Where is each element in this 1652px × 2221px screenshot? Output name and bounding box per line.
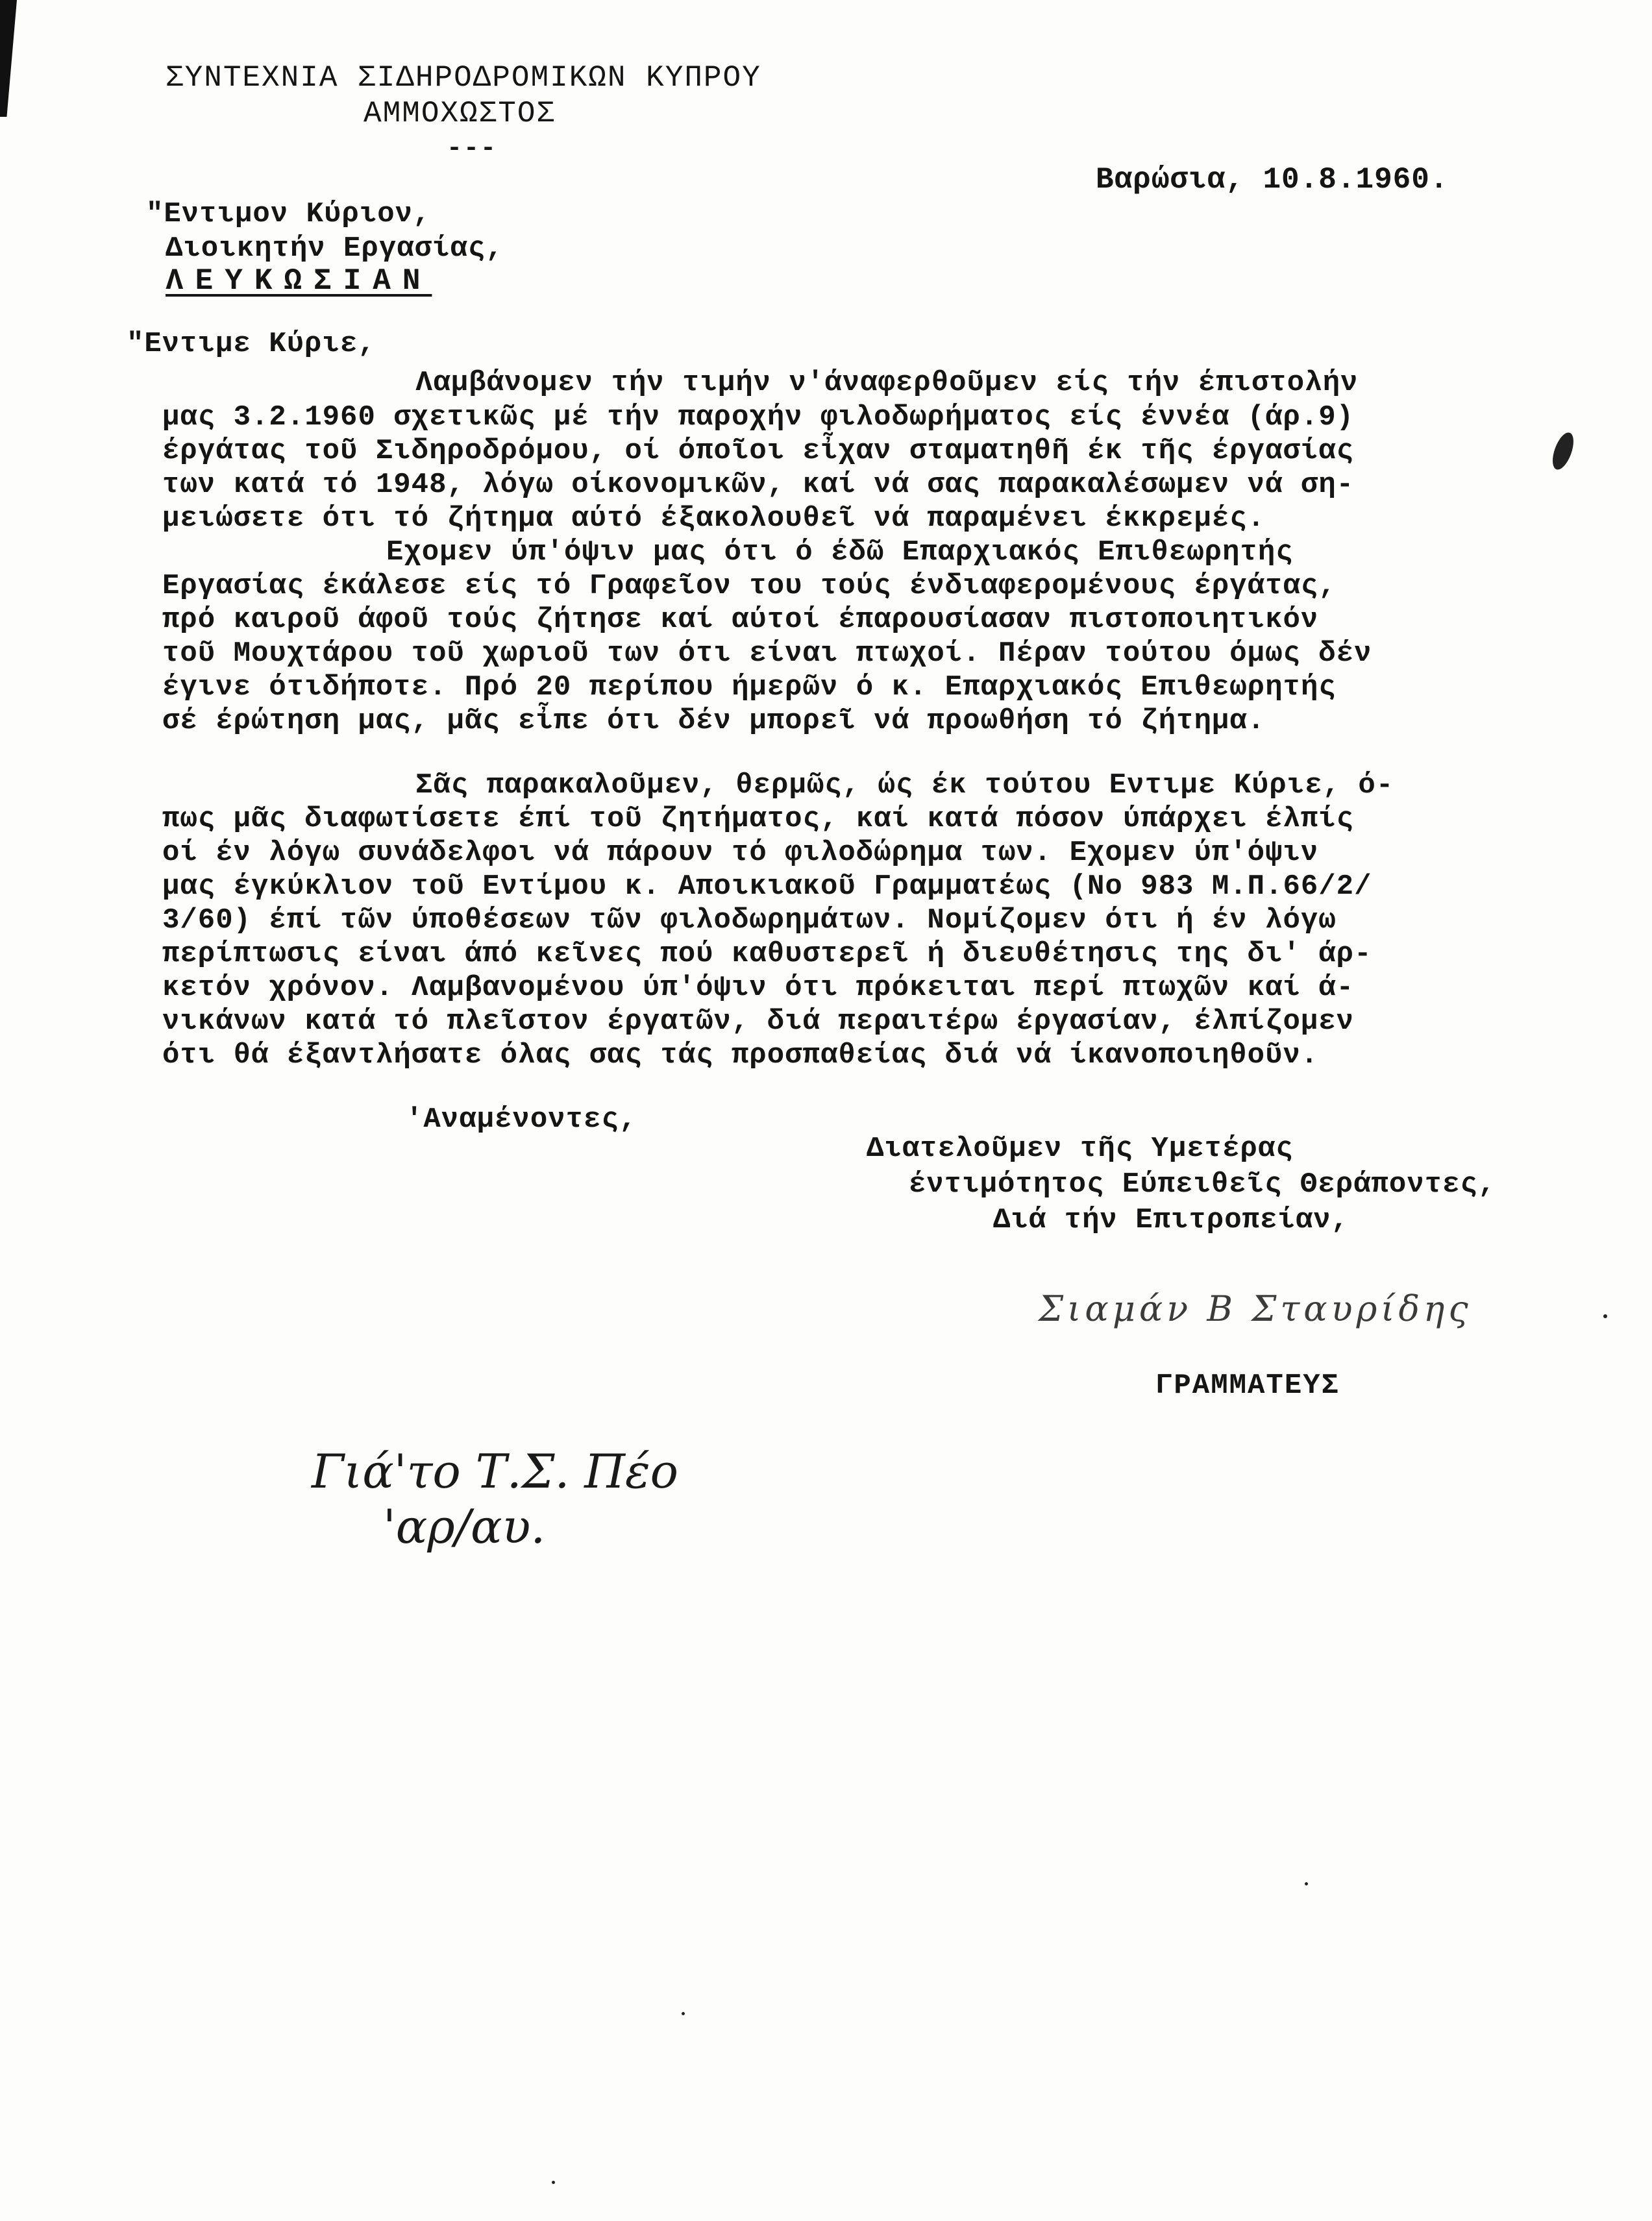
ink-speck [552,2181,555,2184]
letterhead-city: ΑΜΜΟΧΩΣΤΟΣ [364,97,556,130]
signoff-line-3: Διά τήν Επιτροπείαν, [993,1204,1350,1236]
handwritten-signature: Σιαμάν Β Σταυρίδης [1039,1288,1472,1329]
body-line: ότι θά έξαντλήσατε όλας σας τάς προσπαθείας διά νά ίκανοποιηθοῦν. [162,1039,1319,1072]
secretary-title: ΓΡΑΜΜΑΤΕΥΣ [1155,1369,1340,1402]
letterhead-org-name: ΣΥΝΤΕΧΝΙΑ ΣΙΔΗΡΟΔΡΟΜΙΚΩΝ ΚΥΠΡΟΥ [166,61,761,95]
handwritten-note-line-2: 'αρ/αυ. [383,1499,546,1554]
signoff-line-1: Διατελοῦμεν τῆς Υμετέρας [867,1133,1294,1165]
body-line: Σᾶς παρακαλοῦμεν, θερμῶς, ώς έκ τούτου Εντιμε Κύριε, ό- [415,769,1394,802]
body-line: περίπτωσις είναι άπό κεῖνες πού καθυστερεῖ ή διευθέτησις της δι' άρ- [162,938,1372,970]
body-line: μας 3.2.1960 σχετικῶς μέ τήν παροχήν φιλοδωρήματος είς έννέα (άρ.9) [162,401,1355,434]
scan-edge-mark [0,0,17,117]
addressee-line-2: Διοικητήν Εργασίας, [166,232,504,265]
body-line: μας έγκύκλιον τοῦ Εντίμου κ. Αποικιακοῦ Γραμματέως (Νο 983 Μ.Π.66/2/ [162,870,1372,903]
date-line: Βαρώσια, 10.8.1960. [1096,163,1449,197]
ink-speck [682,2012,685,2015]
body-line: σέ έρώτηση μας, μᾶς εἶπε ότι δέν μπορεῖ νά προωθήση τό ζήτημα. [162,705,1266,737]
body-line: οί έν λόγω συνάδελφοι νά πάρουν τό φιλοδώρημα των. Εχομεν ύπ'όψιν [162,837,1319,869]
addressee-line-3: ΛΕΥΚΩΣΙΑΝ [166,264,432,298]
body-line: μειώσετε ότι τό ζήτημα αύτό έξακολουθεῖ νά παραμένει έκκρεμές. [162,502,1266,535]
addressee-line-1: "Εντιμον Κύριον, [146,198,431,230]
body-line: νικάνων κατά τό πλεῖστον έργατῶν, διά περαιτέρω έργασίαν, έλπίζομεν [162,1005,1355,1038]
body-line: Εργασίας έκάλεσε είς τό Γραφεῖον του τούς ένδιαφερομένους έργάτας, [162,570,1337,602]
body-line: έργάτας τοῦ Σιδηροδρόμου, οί όποῖοι εἶχαν σταματηθῆ έκ τῆς έργασίας [162,435,1355,467]
body-line: τοῦ Μουχτάρου τοῦ χωριοῦ των ότι είναι πτωχοί. Πέραν τούτου όμως δέν [162,637,1372,670]
body-line: 3/60) έπί τῶν ύποθέσεων τῶν φιλοδωρημάτων. Νομίζομεν ότι ή έν λόγω [162,904,1337,937]
ink-speck [1305,1882,1308,1885]
body-line: κετόν χρόνον. Λαμβανομένου ύπ'όψιν ότι πρόκειται περί πτωχῶν καί ά- [162,972,1355,1004]
body-line: έγινε ότιδήποτε. Πρό 20 περίπου ήμερῶν ό κ. Επαρχιακός Επιθεωρητής [162,671,1337,704]
letterhead-separator: --- [447,134,498,164]
body-line: πως μᾶς διαφωτίσετε έπί τοῦ ζητήματος, καί κατά πόσον ύπάρχει έλπίς [162,803,1355,835]
body-line: των κατά τό 1948, λόγω οίκονομικῶν, καί νά σας παρακαλέσωμεν νά ση- [162,469,1355,501]
body-line: Λαμβάνομεν τήν τιμήν ν'άναφερθοῦμεν είς τήν έπιστολήν [415,367,1359,399]
ink-smudge [1549,430,1578,472]
ink-speck [1603,1314,1607,1318]
signoff-line-2: έντιμότητος Εύπειθεῖς Θεράποντες, [909,1168,1496,1201]
handwritten-note-line-1: Γιά'το Τ.Σ. Πέο [312,1444,679,1499]
salutation: "Εντιμε Κύριε, [127,328,376,360]
body-line: πρό καιροῦ άφοῦ τούς ζήτησε καί αύτοί έπαρουσίασαν πιστοποιητικόν [162,604,1319,636]
body-line: Εχομεν ύπ'όψιν μας ότι ό έδῶ Επαρχιακός Επιθεωρητής [386,536,1294,569]
closing-line: 'Αναμένοντες, [406,1103,637,1136]
